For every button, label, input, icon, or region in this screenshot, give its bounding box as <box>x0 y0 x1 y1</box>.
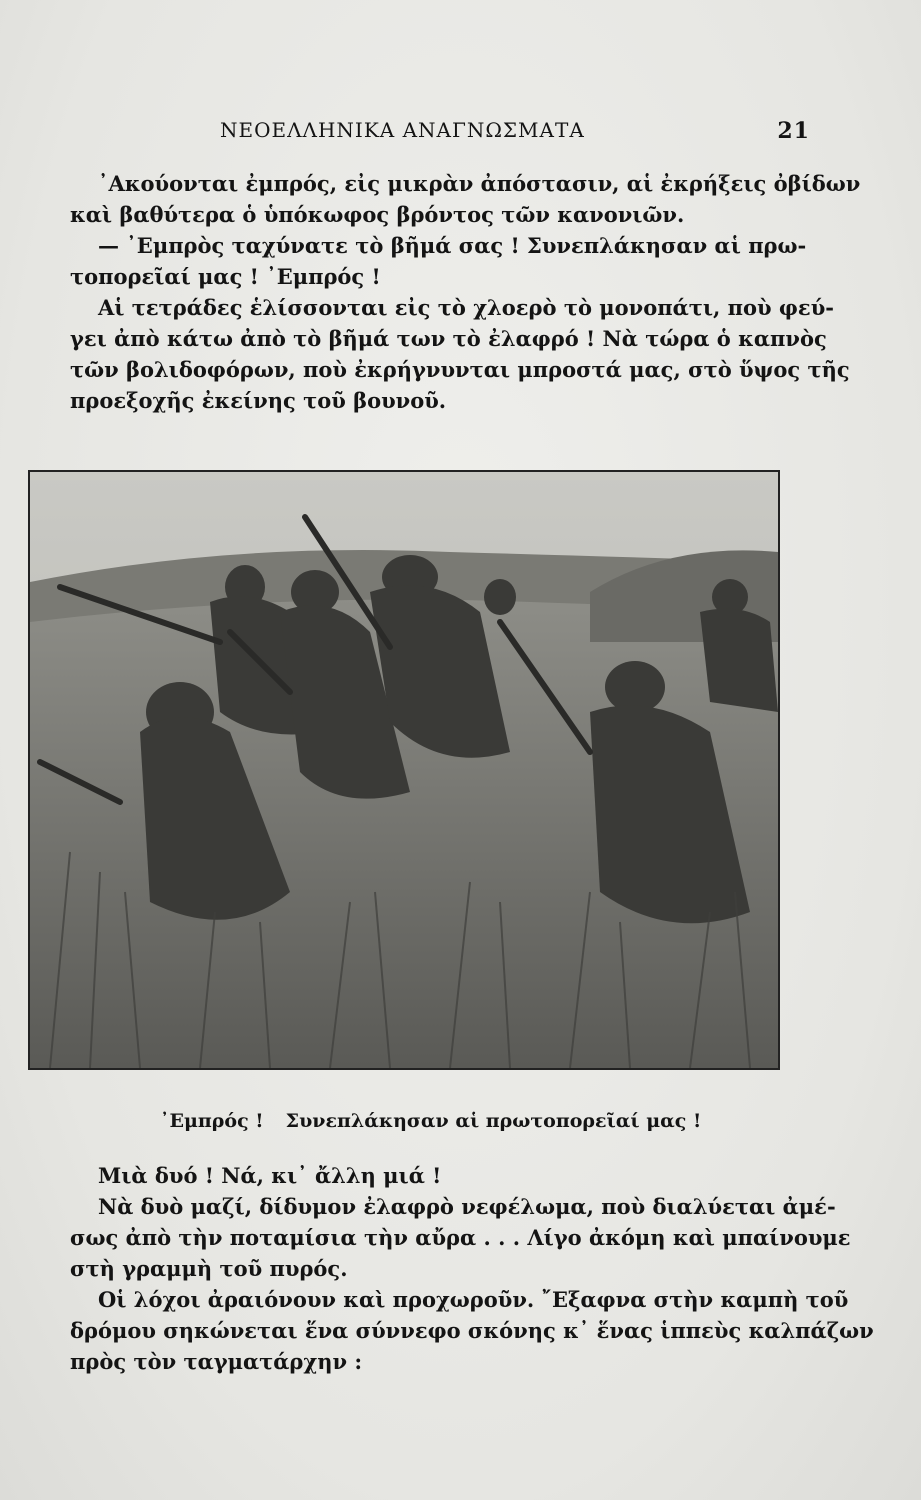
caption-part-1: ᾿Εμπρός ! <box>160 1110 264 1132</box>
soldiers-advancing-illustration <box>30 472 778 1068</box>
photo-caption <box>160 1110 701 1132</box>
text-line: τοπορεῖαί μας ! ᾿Εμπρός ! <box>70 264 381 289</box>
bottom-paragraphs <box>70 1160 874 1377</box>
text-line: Νὰ δυὸ μαζί, δίδυμον ἐλαφρὸ νεφέλωμα, ποὺ διαλύεται ἀμέ- <box>98 1194 836 1219</box>
text-line: καὶ βαθύτερα ὁ ὑπόκωφος βρόντος τῶν κανονιῶν. <box>70 202 685 227</box>
text-line: — ᾿Εμπρὸς ταχύνατε τὸ βῆμά σας ! Συνεπλάκησαν αἱ πρω- <box>98 233 807 258</box>
text-line: δρόμου σηκώνεται ἕνα σύννεφο σκόνης κ᾿ ἕνας ἱππεὺς καλπάζων <box>70 1318 874 1343</box>
text-line: Οἱ λόχοι ἀραιόνουν καὶ προχωροῦν. ῎Εξαφνα στὴν καμπὴ τοῦ <box>98 1287 849 1312</box>
text-line: τῶν βολιδοφόρων, ποὺ ἐκρήγνυνται μπροστά μας, στὸ ὕψος τῆς <box>70 357 850 382</box>
text-line: σως ἀπὸ τὴν ποταμίσια τὴν αὔρα . . . Λίγο ἀκόμη καὶ μπαίνουμε <box>70 1225 851 1250</box>
text-line: Αἱ τετράδες ἑλίσσονται εἰς τὸ χλοερὸ τὸ μονοπάτι, ποὺ φεύ- <box>98 295 834 320</box>
running-title: ΝΕΟΕΛΛΗΝΙΚΑ ΑΝΑΓΝΩΣΜΑΤΑ <box>220 118 585 142</box>
text-line: Μιὰ δυό ! Νά, κι᾿ ἄλλη μιά ! <box>98 1163 442 1188</box>
text-line: ᾿Ακούονται ἐμπρός, εἰς μικρὰν ἀπόστασιν, αἱ ἐκρήξεις ὀβίδων <box>98 171 861 196</box>
text-line: γει ἀπὸ κάτω ἀπὸ τὸ βῆμά των τὸ ἐλαφρό ! Νὰ τώρα ὁ καπνὸς <box>70 326 827 351</box>
text-line: πρὸς τὸν ταγματάρχην : <box>70 1349 363 1374</box>
top-paragraphs <box>70 168 861 416</box>
battle-photograph <box>28 470 780 1070</box>
page-number: 21 <box>777 118 810 144</box>
text-line: προεξοχῆς ἐκείνης τοῦ βουνοῦ. <box>70 388 447 413</box>
text-line: στὴ γραμμὴ τοῦ πυρός. <box>70 1256 348 1281</box>
caption-part-2: Συνεπλάκησαν αἱ πρωτοπορεῖαί μας ! <box>285 1110 702 1132</box>
